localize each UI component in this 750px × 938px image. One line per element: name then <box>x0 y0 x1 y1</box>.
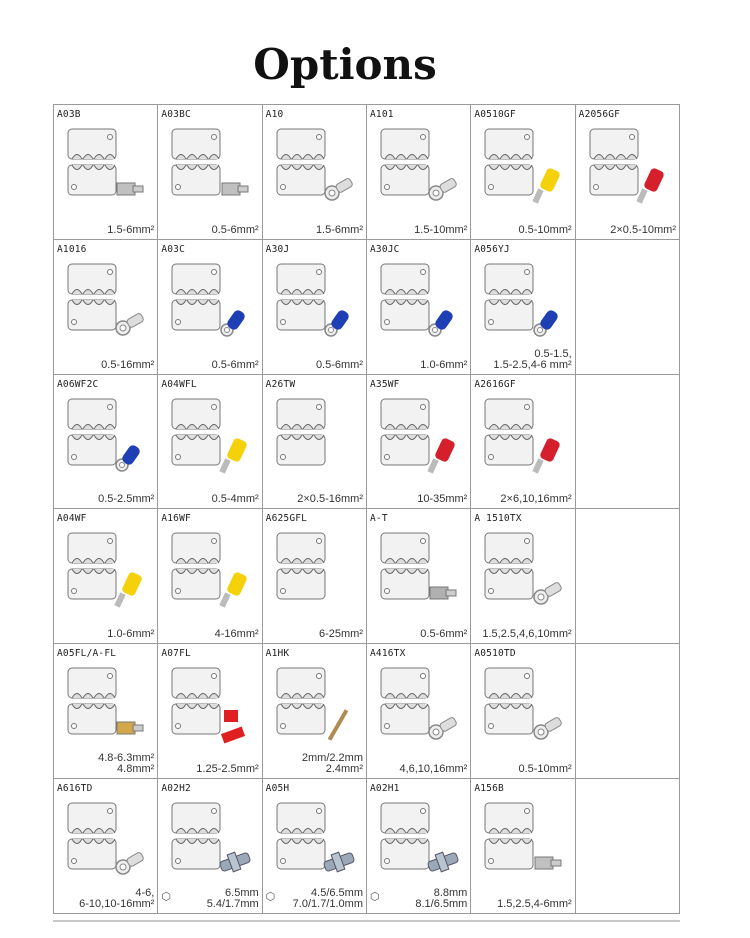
die-jaw-icon <box>273 397 329 469</box>
bnc-connector-icon <box>218 841 252 881</box>
die-jaw-icon <box>273 666 329 738</box>
die-code: A156B <box>474 783 504 795</box>
ferrule-icon <box>635 167 669 207</box>
die-code: A35WF <box>370 378 400 390</box>
wire-range-label: 0.5-16mm² <box>101 358 155 371</box>
die-code: A101 <box>370 109 394 120</box>
ring-terminal-icon <box>426 706 460 746</box>
die-code: A26TW <box>265 378 296 390</box>
ferrule-icon <box>218 437 252 477</box>
die-jaw-icon <box>273 801 329 873</box>
empty-cell <box>576 375 680 510</box>
wire-range-label: 4,6,10,16mm² <box>399 763 468 776</box>
die-option-cell <box>263 105 367 240</box>
die-option-cell <box>263 375 367 510</box>
die-code: A2616GF <box>474 378 516 390</box>
die-option-cell <box>367 240 471 375</box>
die-jaw-icon <box>64 127 120 199</box>
die-jaw-icon <box>377 531 433 603</box>
wire-range-label: 6.5mm 5.4/1.7mm <box>206 886 259 910</box>
die-jaw-icon <box>168 666 224 738</box>
die-option-cell <box>471 375 575 510</box>
die-option-cell <box>367 105 471 240</box>
empty-cell <box>576 779 680 914</box>
wire-range-label: 0.5-4mm² <box>211 493 259 506</box>
ring-terminal-icon <box>531 571 565 611</box>
die-jaw-icon <box>377 666 433 738</box>
insulated-terminal-icon <box>531 302 565 342</box>
wire-range-label: 10-35mm² <box>417 493 468 506</box>
die-option-cell <box>263 240 367 375</box>
die-code: A1016 <box>57 243 87 255</box>
die-option-cell <box>263 644 367 779</box>
die-option-cell <box>367 509 471 644</box>
die-option-cell <box>471 240 575 375</box>
die-code: A0510GF <box>474 109 516 120</box>
die-jaw-icon <box>481 531 537 603</box>
die-code: A 1510TX <box>474 513 522 525</box>
die-code: A10 <box>265 109 284 120</box>
die-option-cell <box>54 644 158 779</box>
die-option-cell <box>54 375 158 510</box>
tab-terminal-icon <box>113 167 147 207</box>
die-code: A06WF2C <box>57 378 99 390</box>
die-code: A03B <box>57 109 81 120</box>
wire-range-label: 2×6,10,16mm² <box>500 493 572 506</box>
die-jaw-icon <box>481 127 537 199</box>
die-code: A03C <box>161 243 186 255</box>
die-jaw-icon <box>481 801 537 873</box>
insulated-terminal-icon <box>426 302 460 342</box>
die-code: A625GFL <box>265 513 308 525</box>
die-option-cell <box>576 105 680 240</box>
die-jaw-icon <box>64 531 120 603</box>
die-jaw-icon <box>168 262 224 334</box>
wire-range-label: 4-6, 6-10,10-16mm² <box>79 886 155 910</box>
die-option-cell <box>158 509 262 644</box>
die-jaw-icon <box>481 666 537 738</box>
page-title: Options <box>253 40 437 89</box>
die-code: A03BC <box>161 109 191 120</box>
die-options-grid <box>53 104 680 914</box>
die-option-cell <box>158 105 262 240</box>
die-option-cell <box>54 509 158 644</box>
die-option-cell <box>367 779 471 914</box>
wire-range-label: 4.8-6.3mm² 4.8mm² <box>98 752 155 776</box>
die-code: A30J <box>265 243 290 255</box>
die-option-cell <box>54 105 158 240</box>
ring-terminal-icon <box>322 167 356 207</box>
wire-range-label: 0.5-6mm² <box>211 358 259 371</box>
wire-range-label: 0.5-10mm² <box>518 763 572 776</box>
die-code: A02H1 <box>370 783 400 795</box>
pin-contact-icon <box>322 706 356 746</box>
die-jaw-icon <box>168 397 224 469</box>
empty-cell <box>576 644 680 779</box>
die-option-cell <box>471 779 575 914</box>
ferrule-icon <box>531 437 565 477</box>
die-option-cell <box>54 240 158 375</box>
wire-range-label: 0.5-6mm² <box>315 358 363 371</box>
wire-range-label: 2mm/2.2mm 2.4mm² <box>301 752 363 776</box>
hexagon-icon: ⬡ <box>265 890 276 903</box>
wire-range-label: 1.0-6mm² <box>107 628 155 641</box>
die-jaw-icon <box>377 127 433 199</box>
die-jaw-icon <box>64 666 120 738</box>
die-jaw-icon <box>168 531 224 603</box>
wire-range-label: 1.5,2.5,4,6,10mm² <box>482 628 572 641</box>
die-code: A05FL/A-FL <box>57 648 117 660</box>
die-option-cell <box>263 779 367 914</box>
die-option-cell <box>367 644 471 779</box>
wire-range-label: 0.5-6mm² <box>211 223 259 236</box>
tab-terminal-icon <box>113 706 147 746</box>
tab-terminal-icon <box>531 841 565 881</box>
die-jaw-icon <box>64 801 120 873</box>
die-code: A2056GF <box>578 109 621 120</box>
ferrule-icon <box>531 167 565 207</box>
die-code: A02H2 <box>161 783 191 795</box>
die-jaw-icon <box>377 397 433 469</box>
die-option-cell <box>367 375 471 510</box>
ring-terminal-icon <box>531 706 565 746</box>
die-option-cell <box>471 105 575 240</box>
insulated-terminal-icon <box>322 302 356 342</box>
die-jaw-icon <box>377 801 433 873</box>
die-option-cell <box>54 779 158 914</box>
die-code: A416TX <box>370 648 406 660</box>
wire-range-label: 8.8mm 8.1/6.5mm <box>415 886 468 910</box>
die-jaw-icon <box>273 262 329 334</box>
die-option-cell <box>263 509 367 644</box>
bnc-connector-icon <box>322 841 356 881</box>
ferrule-icon <box>113 571 147 611</box>
die-code: A16WF <box>161 513 191 525</box>
die-jaw-icon <box>64 397 120 469</box>
tab-terminal-icon <box>426 571 460 611</box>
die-jaw-icon <box>481 397 537 469</box>
die-option-cell <box>158 644 262 779</box>
die-code: A04WF <box>57 513 87 525</box>
hexagon-icon: ⬡ <box>370 890 380 903</box>
wire-range-label: 1.5-10mm² <box>414 223 468 236</box>
ferrule-icon <box>426 437 460 477</box>
wire-range-label: 4.5/6.5mm 7.0/1.7/1.0mm <box>292 886 363 910</box>
empty-cell <box>576 240 680 375</box>
die-option-cell <box>471 644 575 779</box>
die-code: A1HK <box>265 648 290 660</box>
wire-range-label: 1.5-6mm² <box>315 223 363 236</box>
ring-terminal-icon <box>113 841 147 881</box>
wire-range-label: 1.5-6mm² <box>107 223 155 236</box>
ring-terminal-icon <box>113 302 147 342</box>
wire-range-label: 1.0-6mm² <box>420 358 468 371</box>
die-code: A04WFL <box>161 378 197 390</box>
wire-range-label: 0.5-2.5mm² <box>98 493 155 506</box>
die-jaw-icon <box>273 531 329 603</box>
die-option-cell <box>158 375 262 510</box>
die-code: A05H <box>265 783 290 795</box>
die-code: A616TD <box>57 783 93 795</box>
die-jaw-icon <box>377 262 433 334</box>
die-option-cell <box>158 779 262 914</box>
die-jaw-icon <box>168 127 224 199</box>
empty-cell <box>576 509 680 644</box>
wire-range-label: 2×0.5-16mm² <box>297 493 363 506</box>
die-jaw-icon <box>481 262 537 334</box>
divider <box>53 920 680 922</box>
ferrule-icon <box>218 571 252 611</box>
ring-terminal-icon <box>426 167 460 207</box>
tab-terminal-icon <box>218 167 252 207</box>
wire-range-label: 0.5-1.5, 1.5-2.5,4-6 mm² <box>493 347 572 371</box>
insulated-terminal-icon <box>218 302 252 342</box>
wire-range-label: 1.5,2.5,4-6mm² <box>497 897 572 910</box>
die-code: A30JC <box>370 243 400 255</box>
wire-range-label: 2×0.5-10mm² <box>610 223 676 236</box>
wire-range-label: 4-16mm² <box>214 628 259 641</box>
die-code: A0510TD <box>474 648 516 660</box>
die-option-cell <box>471 509 575 644</box>
insulated-terminal-icon <box>113 437 147 477</box>
die-code: A07FL <box>161 648 191 660</box>
bnc-connector-icon <box>426 841 460 881</box>
die-code: A-T <box>370 513 388 525</box>
die-jaw-icon <box>64 262 120 334</box>
die-jaw-icon <box>273 127 329 199</box>
hexagon-icon: ⬡ <box>161 890 171 903</box>
wire-range-label: 0.5-10mm² <box>518 223 572 236</box>
die-code: A056YJ <box>474 243 510 255</box>
wire-range-label: 1.25-2.5mm² <box>196 763 259 776</box>
die-jaw-icon <box>586 127 642 199</box>
wire-range-label: 6-25mm² <box>318 628 363 641</box>
flag-terminal-icon <box>218 706 252 746</box>
wire-range-label: 0.5-6mm² <box>420 628 468 641</box>
die-option-cell <box>158 240 262 375</box>
die-jaw-icon <box>168 801 224 873</box>
